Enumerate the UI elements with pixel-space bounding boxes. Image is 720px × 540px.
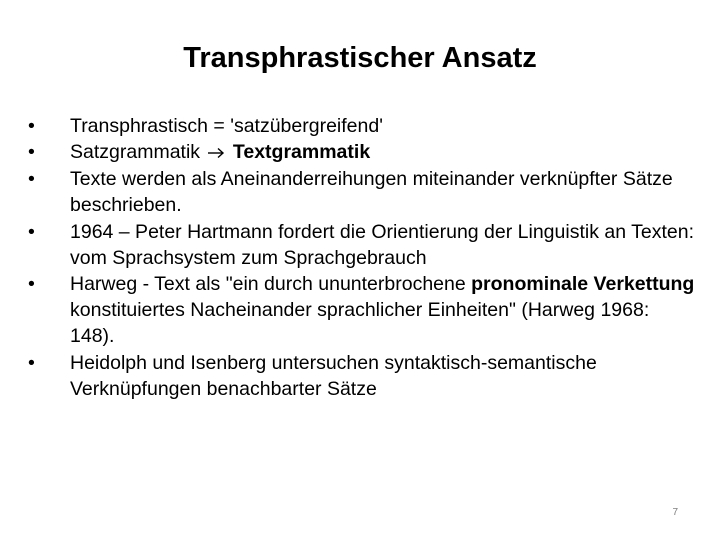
arrow-right-icon	[207, 140, 225, 166]
bullet-item-texte	[28, 166, 698, 218]
bullet-dot: •	[28, 272, 35, 295]
bullet-text-harweg-bold: pronominale Verkettung	[471, 272, 695, 295]
bullet-dot: •	[28, 351, 35, 374]
bullet-text: Texte werden als Aneinanderreihungen miteinander verknüpfter Sätze beschrieben.	[70, 168, 673, 217]
bullet-dot: •	[28, 115, 35, 137]
bullet-text-harweg-before: Harweg - Text als "ein durch ununterbrochene	[70, 272, 472, 295]
bullet-dot: •	[28, 220, 35, 243]
bullet-text: 1964 – Peter Hartmann fordert die Orientierung der Linguistik an Texten: vom Sprachsystem zum Sprachgebrauch	[70, 220, 694, 269]
bullet-text-textgrammatik: Textgrammatik	[232, 141, 371, 164]
bullet-dot: •	[28, 141, 35, 164]
slide-title: Transphrastischer Ansatz	[183, 42, 537, 74]
bullet-text: Transphrastisch = 'satzübergreifend'	[70, 115, 383, 137]
bullet-item-satzgrammatik	[28, 139, 698, 166]
bullet-text-harweg-after: konstituiertes Nacheinander sprachlicher Einheiten" (Harweg 1968: 148).	[70, 299, 650, 348]
bullet-item-harweg	[28, 271, 698, 350]
bullet-item-transphrastisch	[28, 113, 698, 139]
bullet-dot: •	[28, 168, 35, 191]
page-number: 7	[672, 507, 678, 518]
bullet-text: Heidolph und Isenberg untersuchen syntaktisch-semantische Verknüpfungen benachbarter Sätze	[70, 351, 597, 400]
bullet-text-satzgrammatik: Satzgrammatik	[70, 141, 201, 164]
bullet-item-hartmann	[28, 219, 698, 271]
bullet-item-heidolph	[28, 350, 698, 402]
bullet-list	[28, 113, 698, 402]
